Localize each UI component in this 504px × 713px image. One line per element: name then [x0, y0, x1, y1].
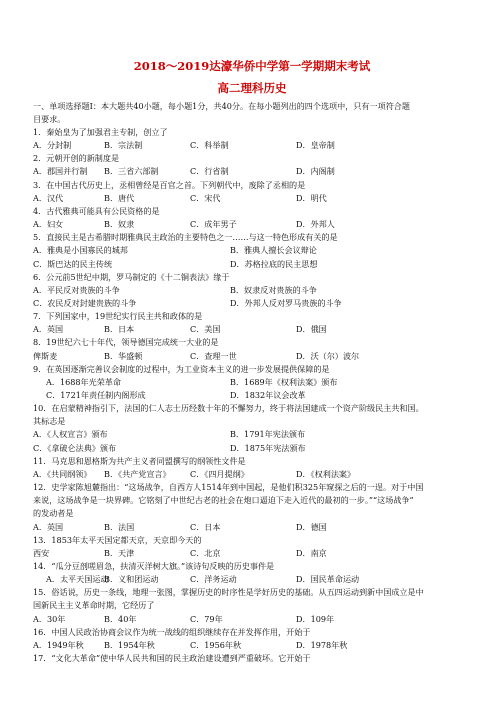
answer-option[interactable]: A．汉代	[33, 192, 64, 203]
answer-option[interactable]: C．科举制	[190, 140, 229, 151]
question-stem: 7．下列国家中，19世纪实行民主共和政体的是	[33, 311, 203, 322]
answer-option[interactable]: B．奴隶反对贵族的斗争	[230, 284, 317, 295]
answer-option[interactable]: A．《人权宣言》颁布	[33, 429, 108, 440]
question-stem: 17．“文化大革命”使中华人民共和国的民主政治建设遭到严重破坏。它开始于	[33, 653, 311, 663]
answer-option[interactable]: B．1791年宪法颁布	[230, 429, 306, 440]
question-stem: 12．史学家陈旭麓指出：“这场战争，自西方人1514年到中国起，是他们积325年窥探之后的一逞。对于中国	[33, 482, 424, 493]
question-stem: 4．古代雅典可能具有公民资格的是	[33, 205, 160, 216]
answer-option[interactable]: B．天津	[104, 547, 135, 558]
answer-option[interactable]: B．华盛顿	[104, 350, 143, 361]
answer-option[interactable]: D．109年	[296, 613, 335, 624]
answer-option[interactable]: C．美国	[190, 324, 221, 335]
question-stem: 其标志是	[33, 416, 66, 427]
answer-option[interactable]: D．1832年议会改革	[230, 390, 306, 400]
answer-option[interactable]: D．南京	[296, 547, 327, 558]
answer-option[interactable]: D．外邦人	[296, 219, 335, 230]
answer-option[interactable]: D．德国	[296, 521, 327, 532]
answer-option[interactable]: A．分封制	[33, 140, 72, 151]
question-stem: 13．1853年太平天国定都天京，天京即今天的	[33, 534, 202, 545]
answer-option[interactable]: B．40年	[104, 613, 137, 624]
answer-option[interactable]: C．成年男子	[190, 219, 237, 230]
answer-option[interactable]: A．英国	[33, 324, 64, 335]
exam-subtitle: 高二理科历史	[217, 81, 287, 95]
answer-option[interactable]: D．《权利法案》	[296, 468, 356, 479]
question-stem: 16．中国人民政治协商会议作为统一战线的组织继续存在并发挥作用，开始于	[33, 626, 311, 637]
answer-option[interactable]: C．《拿破仑法典》颁布	[33, 442, 117, 453]
answer-option[interactable]: A．平民反对贵族的斗争	[33, 284, 120, 295]
answer-option[interactable]: B．1689年《权利法案》颁布	[230, 376, 338, 387]
answer-option[interactable]: C．《四月提纲》	[190, 468, 249, 479]
answer-option[interactable]: C．洋务运动	[190, 574, 237, 585]
answer-option[interactable]: D．苏格拉底的民主思想	[230, 258, 318, 269]
answer-option[interactable]: A．郡国并行制	[33, 166, 88, 177]
question-stem: 6．公元前5世纪中期，罗马制定的《十二铜表法》缘于	[33, 271, 230, 282]
question-stem: 5．直接民主是古希腊时期雅典民主政治的主要特色之一……与这一特色形成有关的是	[33, 232, 338, 243]
answer-option[interactable]: C．农民反对封建贵族的斗争	[33, 297, 137, 308]
question-stem: 11．马克思和恩格斯为共产主义者同盟撰写的纲领性文件是	[33, 455, 246, 466]
question-stem: 9．在英国逐渐完善议会制度的过程中，为工业资本主义的进一步发展提供保障的是	[33, 363, 330, 374]
answer-option[interactable]: D．国民革命运动	[296, 574, 360, 585]
answer-option[interactable]: B．奴隶	[104, 219, 135, 230]
answer-option[interactable]: B．唐代	[104, 192, 135, 203]
answer-option[interactable]: C．1956年秋	[190, 639, 242, 650]
question-stem: 来说，这场战争是一块界碑。它铭刻了中世纪古老的社会在炮口逼迫下走入近代的最初的一步。”“这场战争”	[33, 495, 414, 506]
answer-option[interactable]: C．北京	[190, 547, 221, 558]
answer-option[interactable]: A．雅典是小国寡民的城邦	[33, 245, 128, 256]
answer-option[interactable]: B．法国	[104, 521, 135, 532]
answer-option[interactable]: C．79年	[190, 613, 223, 624]
question-stem: 10．在启蒙精神指引下，法国的仁人志士历经数十年的不懈努力，终于将法国建成一个资产阶级民主共和国。	[33, 403, 424, 414]
answer-option[interactable]: C．宋代	[190, 192, 221, 203]
answer-option[interactable]: A．30年	[33, 613, 66, 624]
answer-option[interactable]: A．太平天国运动	[46, 574, 109, 585]
answer-option[interactable]: D．1875年宪法颁布	[230, 442, 306, 453]
answer-option[interactable]: C．日本	[190, 521, 221, 532]
answer-option[interactable]: C．行省制	[190, 166, 229, 177]
answer-option[interactable]: C．斯巴达的民主传统	[33, 258, 113, 269]
answer-option[interactable]: A．英国	[33, 521, 64, 532]
answer-option[interactable]: A．《共同纲领》	[33, 468, 92, 479]
answer-option[interactable]: 西安	[33, 547, 50, 558]
answer-option[interactable]: A．妇女	[33, 219, 64, 230]
answer-option[interactable]: D．皇帝制	[296, 140, 335, 151]
question-stem: 1．秦始皇为了加强君主专制，创立了	[33, 127, 168, 137]
answer-option[interactable]: B．日本	[104, 324, 135, 335]
question-stem: 15．俗话说，历史一条线，地理一张图，掌握历史的时序性是学好历史的基础。从五四运动到新中国成立是中	[33, 587, 424, 598]
exam-title: 2018～2019达濠华侨中学第一学期期末考试	[133, 59, 371, 73]
answer-option[interactable]: B．三省六部制	[104, 166, 159, 177]
question-stem: 的发动者是	[33, 508, 74, 519]
answer-option[interactable]: B．宗法制	[104, 140, 143, 151]
answer-option[interactable]: D．外邦人反对罗马贵族的斗争	[230, 297, 342, 308]
answer-option[interactable]: B．义和团运动	[104, 574, 159, 585]
answer-option[interactable]: D．明代	[296, 192, 327, 203]
answer-option[interactable]: C．查理一世	[190, 350, 237, 361]
answer-option[interactable]: A．1688年光荣革命	[46, 376, 122, 387]
question-stem: 8．19世纪六七十年代，领导德国完成统一大业的是	[33, 337, 219, 348]
answer-option[interactable]: D．沃（尔）波尔	[296, 350, 360, 361]
question-stem: 14．“瓜分豆剖嗟眉急，扶清灭洋树大旗。”该诗句反映的历史事件是	[33, 560, 275, 571]
instructions-line: 一、单项选择题Ⅰ：本大题共40小题，每小题1分，共40分。在每小题列出的四个选项中，只有一项符合题	[33, 101, 410, 111]
answer-option[interactable]: 俾斯麦	[33, 350, 58, 361]
answer-option[interactable]: A．1949年秋	[33, 639, 84, 650]
question-stem: 国新民主主义革命时期，它经历了	[33, 600, 155, 611]
question-stem: 2．元朝开创的新制度是	[33, 153, 120, 164]
answer-option[interactable]: B．雅典人擅长会议辩论	[230, 245, 317, 256]
question-stem: 3．在中国古代历史上，丞相曾经是百官之首。下列朝代中，废除了丞相的是	[33, 179, 306, 190]
answer-option[interactable]: B．《共产党宣言》	[104, 468, 171, 479]
answer-option[interactable]: C．1721年责任制内阁形成	[46, 390, 146, 400]
answer-option[interactable]: D．俄国	[296, 324, 327, 335]
answer-option[interactable]: D．内阁制	[296, 166, 335, 177]
answer-option[interactable]: D．1978年秋	[296, 639, 348, 650]
instructions-line: 目要求。	[33, 114, 66, 124]
answer-option[interactable]: B．1954年秋	[104, 639, 155, 650]
